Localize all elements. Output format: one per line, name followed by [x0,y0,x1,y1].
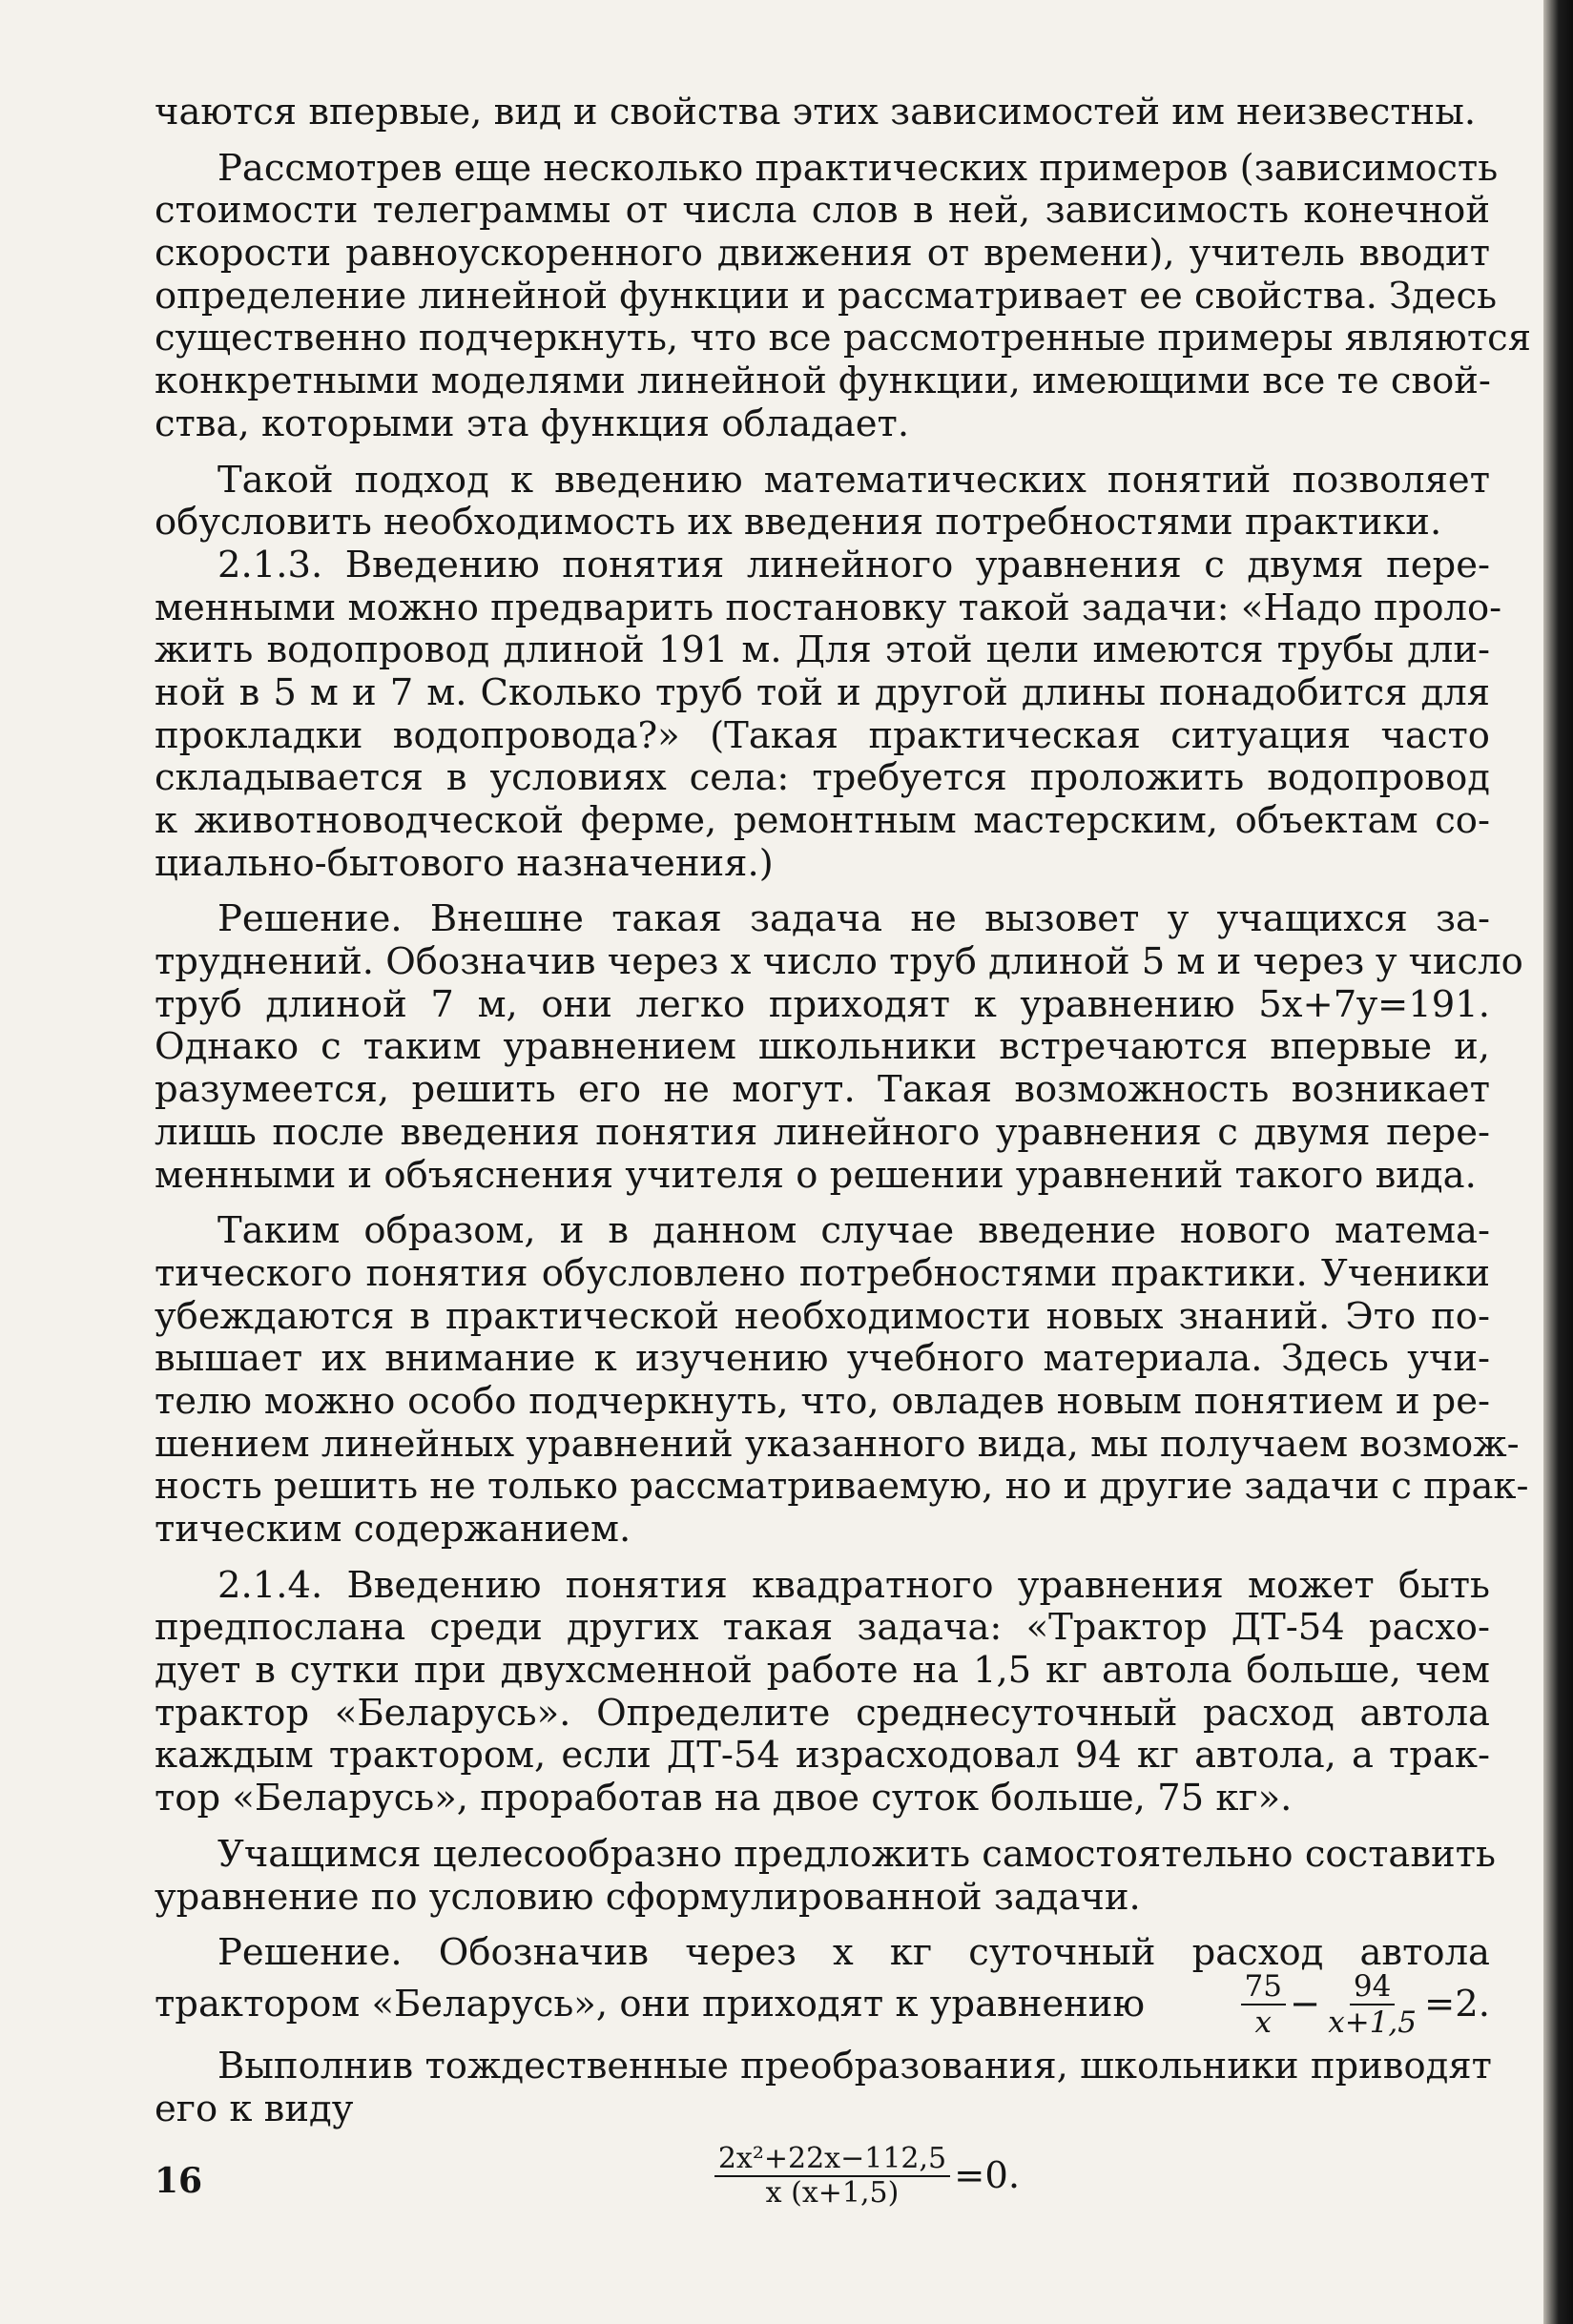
text-line: Рассмотрев еще несколько практических примеров (зависимость [217,146,1499,190]
fraction-denominator: x+1,5 [1328,2005,1417,2040]
fraction-94-over-x-plus [1324,1969,1420,2040]
text-line: тическим содержанием. [155,1508,631,1551]
page-number: 16 [155,2161,203,2201]
equation-lead-text: трактором «Беларусь», они приходят к уравнению [155,1982,1145,2026]
text-line: трактор «Беларусь». Определите среднесуточный расход автола [155,1691,1490,1735]
text-line: циально-бытового назначения.) [155,841,774,885]
fraction-75-over-x [1241,1969,1286,2040]
text-line: шением линейных уравнений указанного вида, мы получаем возмож- [155,1422,1520,1466]
text-line: тор «Беларусь», проработав на двое суток больше, 75 кг». [155,1777,1293,1820]
text-line: обусловить необходимость их введения потребностями практики. [155,501,1442,545]
text-line: дует в сутки при двухсменной работе на 1,5 кг автола больше, чем [155,1649,1490,1693]
text-line: менными и объяснения учителя о решении уравнений такого вида. [155,1153,1477,1197]
text-line: жить водопровод длиной 191 м. Для этой цели имеются трубы дли- [155,628,1490,672]
text-line: стоимости телеграммы от числа слов в ней, зависимость конечной [155,189,1490,233]
text-line: ства, которыми эта функция обладает. [155,401,910,445]
text-line: телю можно особо подчеркнуть, что, овладев новым понятием и ре- [155,1379,1490,1423]
equation-tail: =2. [1424,1982,1490,2026]
text-line: Выполнив тождественные преобразования, школьники приводят [217,2044,1492,2087]
text-line: труб длиной 7 м, они легко приходят к уравнению 5x+7y=191. [155,982,1490,1026]
quadratic-equation [240,2130,1490,2222]
minus-sign: − [1289,1982,1321,2026]
text-line: Однако с таким уравнением школьники встречаются впервые и, [155,1025,1490,1069]
fraction-numerator: 94 [1350,1969,1395,2005]
text-line: ность решить не только рассматриваемую, но и другие задачи с прак- [155,1465,1529,1509]
text-line: складывается в условиях села: требуется проложить водопровод [155,756,1490,800]
text-line: Такой подход к введению математических понятий позволяет [217,458,1490,502]
equation-fraction [714,2143,950,2210]
text-line: ной в 5 м и 7 м. Сколько труб той и другой длины понадобится для [155,670,1490,714]
equation-line [155,1964,1490,2046]
text-line: конкретными моделями линейной функции, имеющими все те свой- [155,360,1491,403]
fraction-numerator: 2x²+22x−112,5 [714,2143,950,2177]
fraction-denominator: x (x+1,5) [765,2176,900,2211]
text-line: чаются впервые, вид и свойства этих зависимостей им неизвестны. [155,91,1477,134]
text-line: уравнение по условию сформулированной задачи. [155,1875,1141,1919]
text-line: менными можно предварить постановку такой задачи: «Надо проло- [155,586,1502,629]
text-line: его к виду [155,2087,354,2130]
text-line: 2.1.3. Введению понятия линейного уравнения с двумя пере- [217,543,1490,586]
text-line: 2.1.4. Введению понятия квадратного уравнения может быть [217,1563,1490,1607]
text-line: предпослана среди других такая задача: «Трактор ДТ-54 расхо- [155,1606,1490,1650]
body-text [155,91,1531,2222]
text-line: каждым трактором, если ДТ-54 израсходовал 94 кг автола, а трак- [155,1734,1490,1778]
text-line: Учащимся целесообразно предложить самостоятельно составить [217,1832,1496,1876]
text-line: убеждаются в практической необходимости новых знаний. Это по- [155,1294,1490,1338]
equation-tail: =0. [954,2153,1021,2197]
text-line: существенно подчеркнуть, что все рассмотренные примеры являются [155,317,1531,360]
text-line: определение линейной функции и рассматривает ее свойства. Здесь [155,274,1498,318]
text-line: вышает их внимание к изучению учебного материала. Здесь учи- [155,1337,1490,1381]
text-line: тического понятия обусловлено потребностями практики. Ученики [155,1251,1490,1295]
text-line: Решение. Обозначив через x кг суточный расход автола [217,1931,1490,1975]
text-line: скорости равноускоренного движения от времени), учитель вводит [155,232,1490,276]
text-line: Решение. Внешне такая задача не вызовет у учащихся за- [217,897,1490,941]
text-line: труднений. Обозначив через x число труб длиной 5 м и через y число [155,940,1523,984]
text-line: к животноводческой ферме, ремонтным мастерским, объектам со- [155,799,1490,842]
fraction-denominator: x [1254,2005,1272,2040]
text-line: Таким образом, и в данном случае введение нового матема- [217,1209,1490,1253]
text-line: лишь после введения понятия линейного уравнения с двумя пере- [155,1110,1490,1154]
page-edge-shadow [1543,0,1573,2324]
text-line: прокладки водопровода?» (Такая практическая ситуация часто [155,713,1490,757]
text-line: разумеется, решить его не могут. Такая возможность возникает [155,1068,1490,1112]
fraction-numerator: 75 [1241,1969,1286,2005]
